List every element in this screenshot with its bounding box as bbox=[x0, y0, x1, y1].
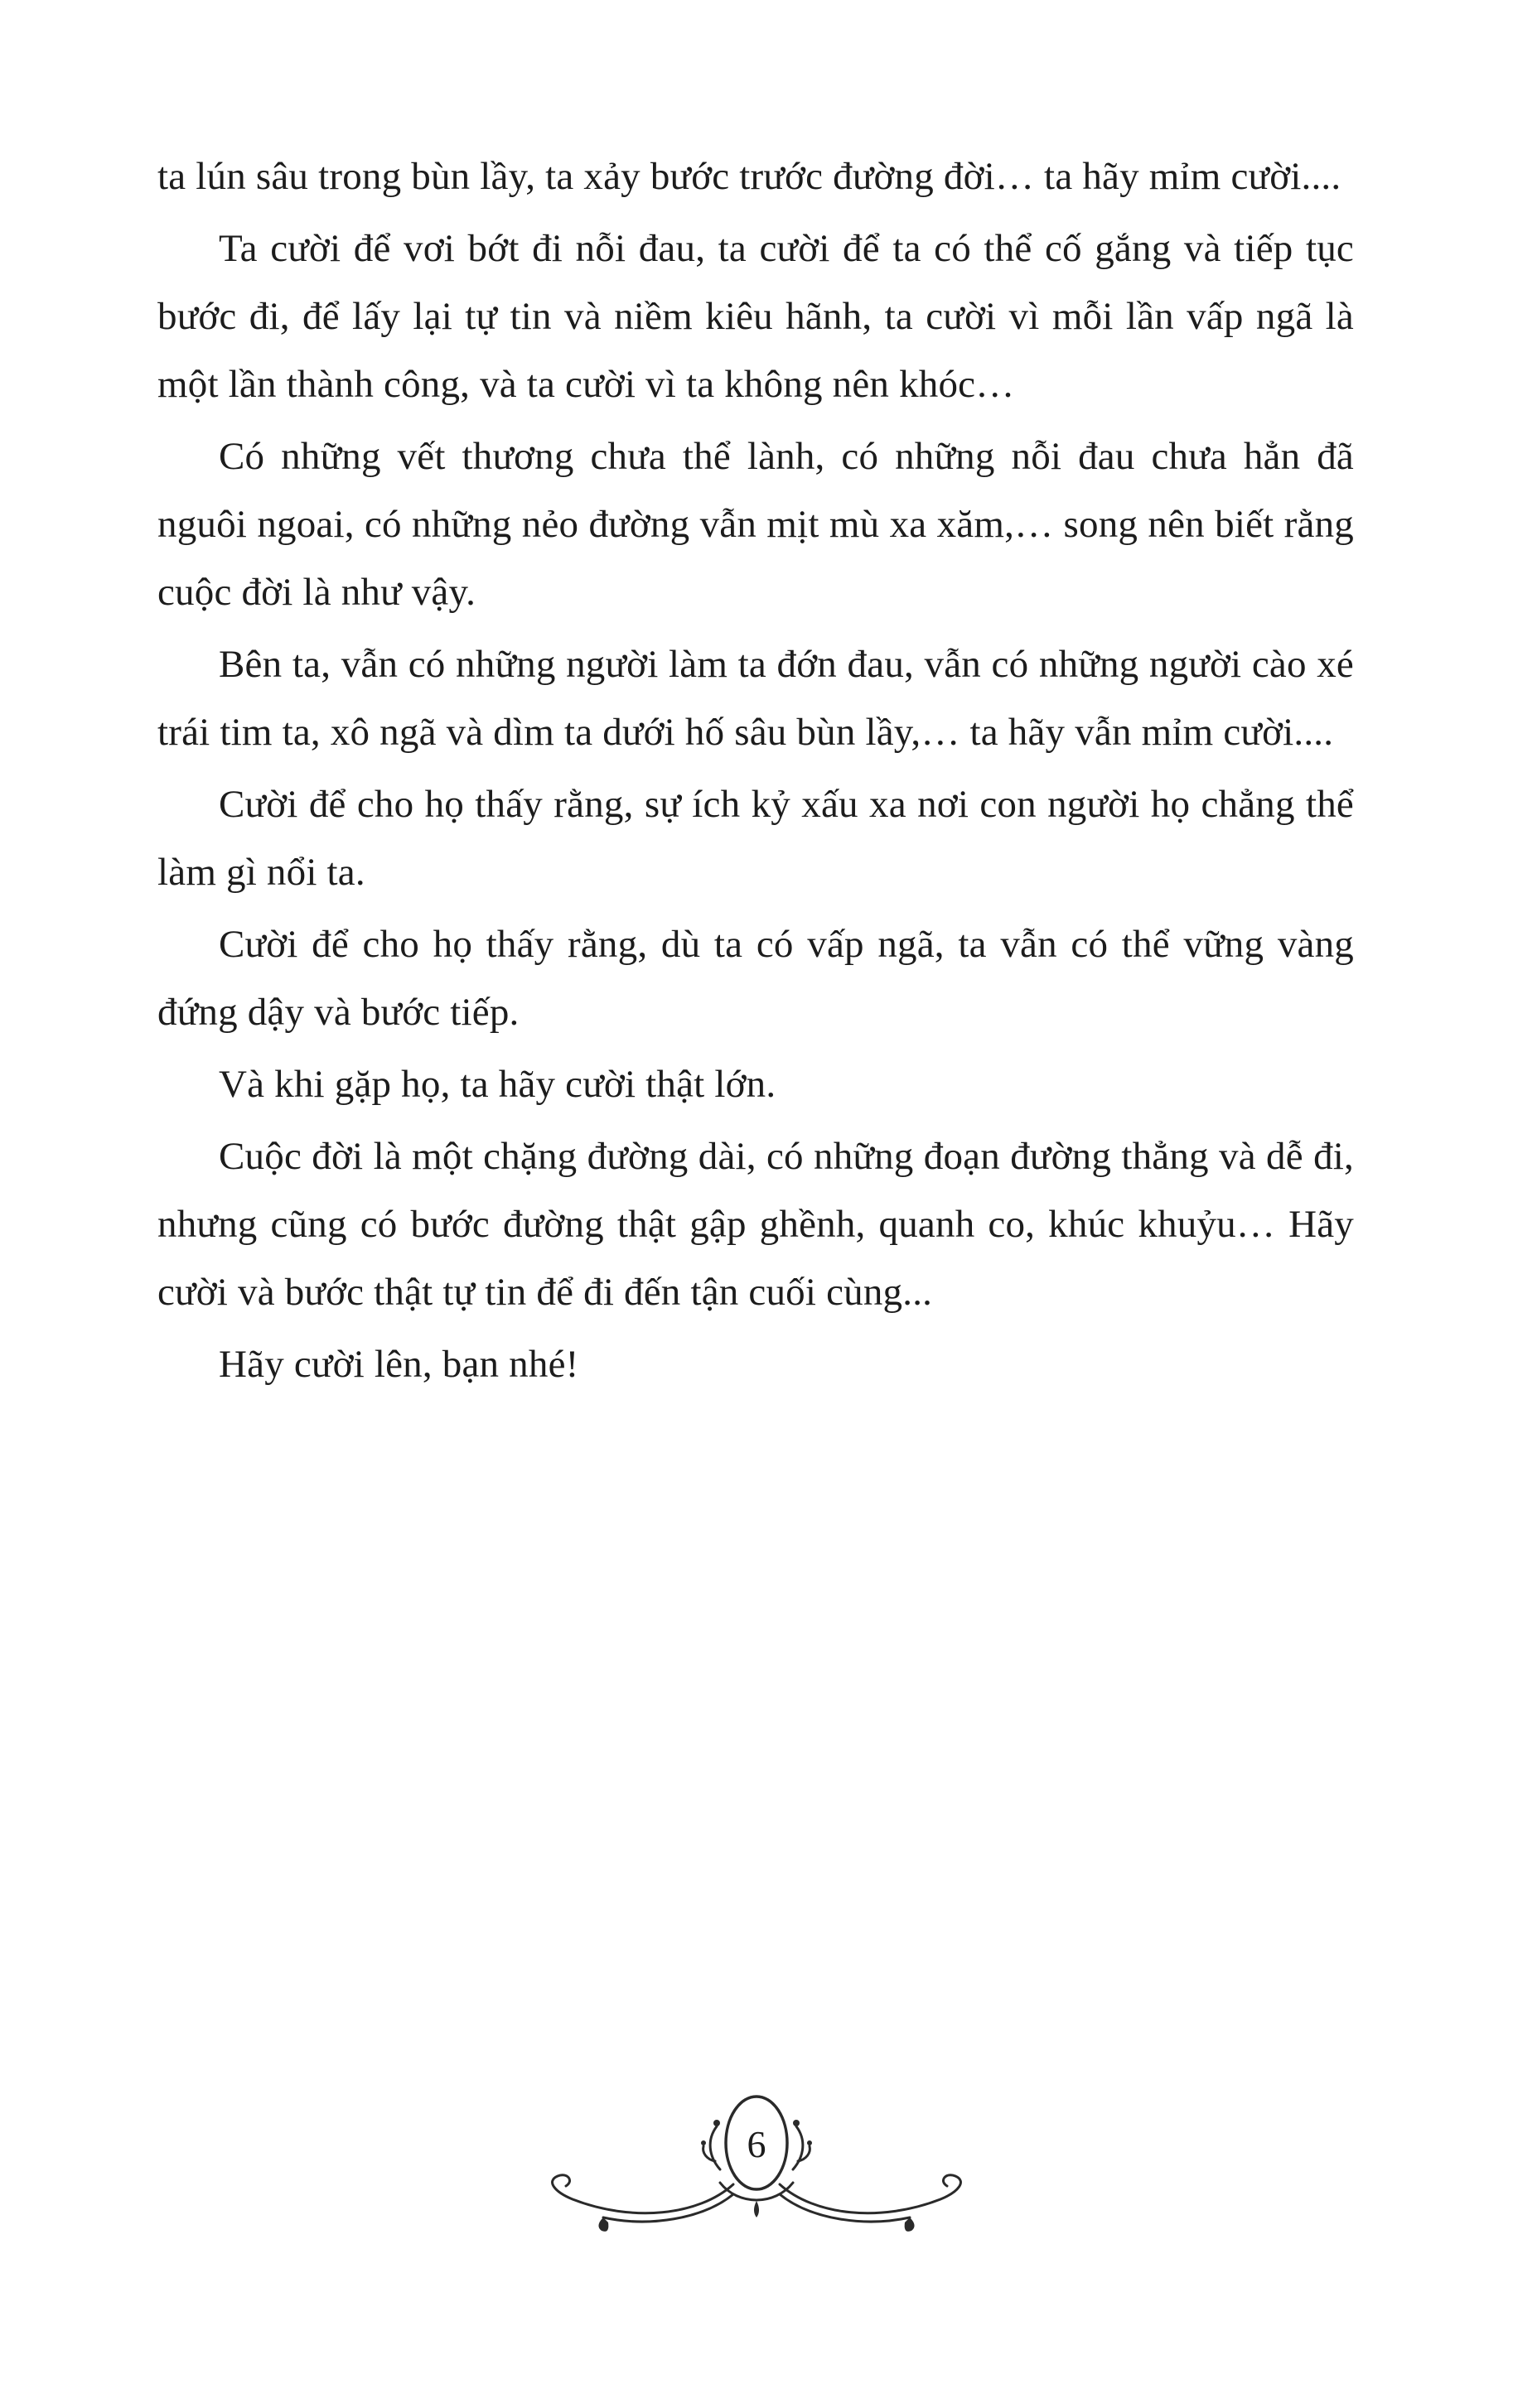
paragraph: Có những vết thương chưa thể lành, có những nỗi đau chưa hẳn đã nguôi ngoai, có những nẻo đường vẫn mịt mù xa xăm,… song nên biết rằng cuộc đời là như vậy. bbox=[157, 435, 1354, 614]
flourish-icon bbox=[524, 2077, 989, 2267]
paragraph: Ta cười để vơi bớt đi nỗi đau, ta cười để ta có thể cố gắng và tiếp tục bước đi, để lấy lại tự tin và niềm kiêu hãnh, ta cười vì mỗi lần vấp ngã là một lần thành công, và ta cười vì ta không nên khóc… bbox=[157, 227, 1354, 406]
page-number: 6 bbox=[747, 2123, 766, 2165]
page-footer-ornament bbox=[524, 2077, 989, 2267]
paragraph: Hãy cười lên, bạn nhé! bbox=[219, 1343, 579, 1386]
paragraph: Cuộc đời là một chặng đường dài, có những đoạn đường thẳng và dễ đi, nhưng cũng có bước đường thật gập ghềnh, quanh co, khúc khuỷu… Hãy cười và bước thật tự tin để đi đến tận cuối cùng... bbox=[157, 1135, 1354, 1314]
paragraph: Bên ta, vẫn có những người làm ta đớn đau, vẫn có những người cào xé trái tim ta, xô ngã và dìm ta dưới hố sâu bùn lầy,… ta hãy vẫn mỉm cười.... bbox=[157, 643, 1354, 754]
paragraph: Cười để cho họ thấy rằng, sự ích kỷ xấu xa nơi con người họ chẳng thể làm gì nổi ta. bbox=[157, 783, 1354, 894]
paragraph: ta lún sâu trong bùn lầy, ta xảy bước trước đường đời… ta hãy mỉm cười.... bbox=[157, 155, 1341, 198]
page-text bbox=[157, 142, 1354, 1402]
paragraph: Và khi gặp họ, ta hãy cười thật lớn. bbox=[219, 1063, 776, 1106]
paragraph: Cười để cho họ thấy rằng, dù ta có vấp ngã, ta vẫn có thể vững vàng đứng dậy và bước tiếp. bbox=[157, 923, 1354, 1034]
